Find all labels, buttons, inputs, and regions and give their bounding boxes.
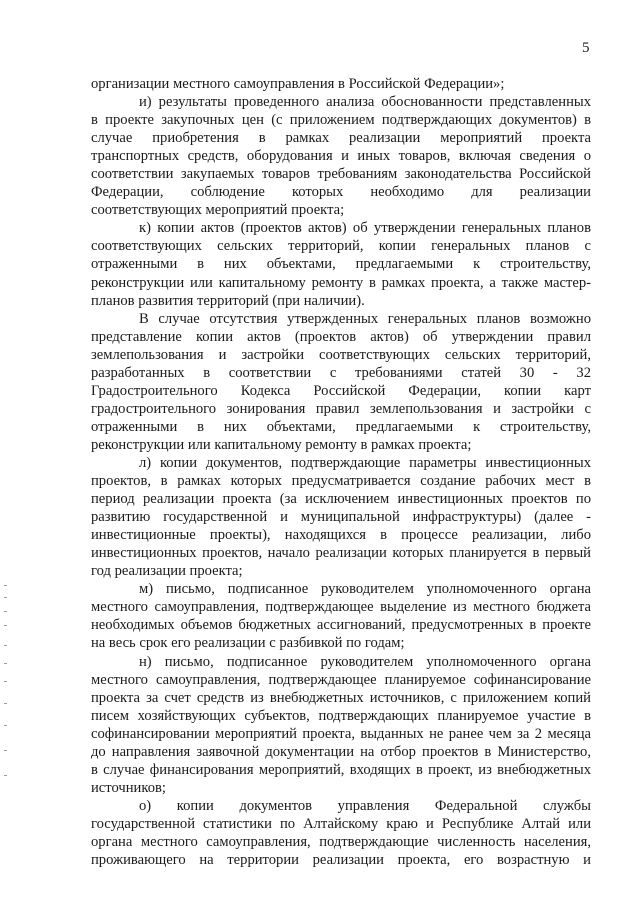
text-line: источников; bbox=[91, 779, 166, 796]
text-line: проживающего на территории реализации проекта, его возрастную и bbox=[91, 852, 591, 869]
text-line: градостроительного зонирования правил землепользования и застройки с bbox=[91, 400, 591, 417]
text-line: проекта за счет средств из внебюджетных источников, с приложением копий bbox=[91, 689, 591, 706]
text-line: н) письмо, подписанное руководителем уполномоченного органа bbox=[139, 653, 591, 670]
text-line: до направления заявочной документации на отбор проектов в Министерство, bbox=[91, 743, 591, 760]
text-line: период реализации проекта (за исключением инвестиционных проектов по bbox=[91, 491, 591, 508]
text-line: В случае отсутствия утвержденных генеральных планов возможно bbox=[139, 310, 591, 327]
text-line: реконструкции или капитальному ремонту в рамках проекта; bbox=[91, 436, 472, 453]
text-line: инвестиционные проекты), находящихся в процессе реализации, либо bbox=[91, 527, 591, 544]
text-line: соответствии закупаемых товаров требованиям законодательства Российской bbox=[91, 166, 591, 183]
scan-margin-marks bbox=[4, 585, 8, 785]
text-line: транспортных средств, оборудования и иных товаров, включая сведения о bbox=[91, 148, 591, 165]
text-line: писем хозяйствующих субъектов, подтверждающих планируемое участие в bbox=[91, 707, 591, 724]
text-line: проектов, в рамках которых предусматривается создание рабочих мест в bbox=[91, 473, 591, 490]
text-line: л) копии документов, подтверждающие параметры инвестиционных bbox=[139, 454, 591, 471]
text-line: представление копии актов (проектов актов) об утверждении правил bbox=[91, 328, 591, 345]
text-line: землепользования и застройки соответствующих сельских территорий, bbox=[91, 346, 591, 363]
text-line: необходимых объемов бюджетных ассигнований, предусмотренных в проекте bbox=[91, 617, 591, 634]
text-line: отраженными в них объектами, предлагаемыми к строительству, bbox=[91, 418, 591, 435]
text-line: планов развития территорий (при наличии). bbox=[91, 292, 365, 309]
text-line: Градостроительного Кодекса Российской Федерации, копии карт bbox=[91, 382, 591, 399]
text-line: местного самоуправления, подтверждающее выделение из местного бюджета bbox=[91, 599, 591, 616]
text-line: и) результаты проведенного анализа обоснованности представленных bbox=[139, 94, 591, 111]
text-line: в случае финансирования мероприятий, входящих в проект, из внебюджетных bbox=[91, 761, 591, 778]
text-line: соответствующих мероприятий проекта; bbox=[91, 202, 345, 219]
text-line: местного самоуправления, подтверждающее планируемое софинансирование bbox=[91, 671, 591, 688]
document-body bbox=[91, 75, 591, 869]
text-line: Федерации, соблюдение которых необходимо для реализации bbox=[91, 184, 591, 201]
text-line: соответствующих сельских территорий, копии генеральных планов с bbox=[91, 238, 591, 255]
text-line: в проекте закупочных цен (с приложением подтверждающих документов) в bbox=[91, 112, 591, 129]
text-line: государственной статистики по Алтайскому краю и Республике Алтай или bbox=[91, 815, 591, 832]
text-line: реконструкции или капитальному ремонту в рамках проекта, а также мастер- bbox=[91, 274, 591, 291]
text-line: разработанных в соответствии с требованиями статей 30 - 32 bbox=[91, 364, 591, 381]
text-line: о) копии документов управления Федеральной службы bbox=[139, 797, 591, 814]
text-line: м) письмо, подписанное руководителем уполномоченного органа bbox=[139, 581, 591, 598]
text-line: развитию государственной и муниципальной инфраструктуры) (далее - bbox=[91, 509, 591, 526]
text-line: случае приобретения в рамках реализации мероприятий проекта bbox=[91, 130, 591, 147]
text-line: год реализации проекта; bbox=[91, 563, 243, 580]
text-line: органа местного самоуправления, подтверждающие численность населения, bbox=[91, 833, 591, 850]
text-line: организации местного самоуправления в Российской Федерации»; bbox=[91, 76, 505, 92]
text-line: на весь срок его реализации с разбивкой по годам; bbox=[91, 635, 405, 652]
text-line: к) копии актов (проектов актов) об утверждении генеральных планов bbox=[139, 220, 591, 237]
text-line: софинансировании мероприятий проекта, выданных не ранее чем за 2 месяца bbox=[91, 725, 591, 742]
text-line: инвестиционных проектов, начало реализации которых планируется в первый bbox=[91, 545, 591, 562]
page-number: 5 bbox=[582, 40, 590, 56]
text-line: отраженными в них объектами, предлагаемыми к строительству, bbox=[91, 256, 591, 273]
